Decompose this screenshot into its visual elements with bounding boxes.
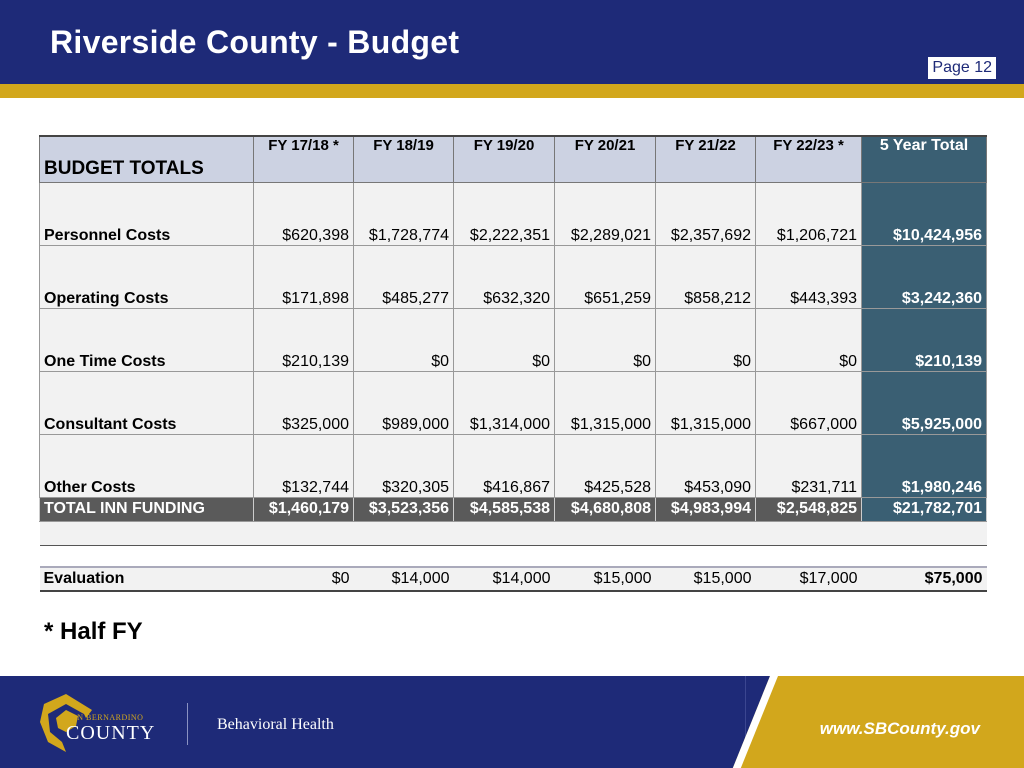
- budget-table: [39, 135, 987, 592]
- table-cell: $1,460,179: [254, 497, 354, 521]
- table-row: [40, 308, 987, 371]
- table-row: [40, 245, 987, 308]
- department-name: Behavioral Health: [217, 716, 334, 733]
- table-cell: $4,680,808: [555, 497, 656, 521]
- column-header: FY 21/22: [656, 136, 756, 182]
- table-cell: $425,528: [555, 434, 656, 497]
- table-cell: $231,711: [756, 434, 862, 497]
- table-cell: $620,398: [254, 182, 354, 245]
- table-cell: $0: [756, 308, 862, 371]
- column-header: FY 19/20: [454, 136, 555, 182]
- page-title: Riverside County - Budget: [50, 24, 460, 60]
- table-header-row: [40, 136, 987, 182]
- table-cell: $2,548,825: [756, 497, 862, 521]
- table-cell: $2,222,351: [454, 182, 555, 245]
- table-row: [40, 434, 987, 497]
- column-header: FY 17/18 *: [254, 136, 354, 182]
- page-number: Page 12: [928, 57, 996, 79]
- table-cell: $416,867: [454, 434, 555, 497]
- table-cell: $0: [555, 308, 656, 371]
- table-cell: $858,212: [656, 245, 756, 308]
- table-cell: $632,320: [454, 245, 555, 308]
- table-row: [40, 371, 987, 434]
- table-cell: $17,000: [756, 567, 862, 591]
- table-cell-total: $1,980,246: [862, 434, 987, 497]
- row-label: Evaluation: [40, 567, 254, 591]
- row-label: Operating Costs: [40, 245, 254, 308]
- table-cell: $0: [656, 308, 756, 371]
- table-cell: $14,000: [354, 567, 454, 591]
- table-cell-total: $21,782,701: [862, 497, 987, 521]
- table-cell: $2,289,021: [555, 182, 656, 245]
- row-label: Consultant Costs: [40, 371, 254, 434]
- table-cell: $651,259: [555, 245, 656, 308]
- table-cell: $15,000: [656, 567, 756, 591]
- budget-totals-header: BUDGET TOTALS: [40, 136, 254, 182]
- table-cell: $4,585,538: [454, 497, 555, 521]
- evaluation-row: [40, 567, 987, 591]
- table-cell: $989,000: [354, 371, 454, 434]
- logo-text-small: SAN BERNARDINO: [66, 713, 144, 722]
- gap-row: [40, 545, 987, 567]
- row-label: Other Costs: [40, 434, 254, 497]
- table-cell: $320,305: [354, 434, 454, 497]
- table-row: [40, 182, 987, 245]
- table-cell-total: $10,424,956: [862, 182, 987, 245]
- table-cell: $667,000: [756, 371, 862, 434]
- blank-row: [40, 521, 987, 545]
- half-fy-note: * Half FY: [44, 618, 143, 645]
- column-header: FY 22/23 *: [756, 136, 862, 182]
- table-cell-total: $210,139: [862, 308, 987, 371]
- table-cell: $4,983,994: [656, 497, 756, 521]
- table-cell: $132,744: [254, 434, 354, 497]
- table-cell: $453,090: [656, 434, 756, 497]
- table-cell: $1,314,000: [454, 371, 555, 434]
- header-bar: [0, 0, 1024, 84]
- gold-accent-bar: [0, 84, 1024, 98]
- table-cell: $1,315,000: [656, 371, 756, 434]
- column-header: FY 20/21: [555, 136, 656, 182]
- column-header-total: 5 Year Total: [862, 136, 987, 182]
- table-cell: $14,000: [454, 567, 555, 591]
- row-label: Personnel Costs: [40, 182, 254, 245]
- table-cell: $1,206,721: [756, 182, 862, 245]
- table-cell: $0: [254, 567, 354, 591]
- table-cell-total: $5,925,000: [862, 371, 987, 434]
- table-cell: $325,000: [254, 371, 354, 434]
- footer-bar: [0, 676, 1024, 768]
- table-cell: $485,277: [354, 245, 454, 308]
- column-header: FY 18/19: [354, 136, 454, 182]
- table-cell: $443,393: [756, 245, 862, 308]
- table-cell: $1,728,774: [354, 182, 454, 245]
- table-cell-total: $3,242,360: [862, 245, 987, 308]
- website-link[interactable]: www.SBCounty.gov: [819, 719, 980, 738]
- table-cell: $15,000: [555, 567, 656, 591]
- table-cell: $171,898: [254, 245, 354, 308]
- table-cell: $2,357,692: [656, 182, 756, 245]
- logo-divider: [187, 703, 188, 745]
- table-cell: $210,139: [254, 308, 354, 371]
- row-label: One Time Costs: [40, 308, 254, 371]
- row-label: TOTAL INN FUNDING: [40, 497, 254, 521]
- table-cell: $0: [354, 308, 454, 371]
- table-cell-total: $75,000: [862, 567, 987, 591]
- total-row: [40, 497, 987, 521]
- county-logo: [36, 692, 158, 754]
- table-cell: $3,523,356: [354, 497, 454, 521]
- table-cell: $1,315,000: [555, 371, 656, 434]
- logo-text-big: COUNTY: [66, 722, 156, 744]
- table-cell: $0: [454, 308, 555, 371]
